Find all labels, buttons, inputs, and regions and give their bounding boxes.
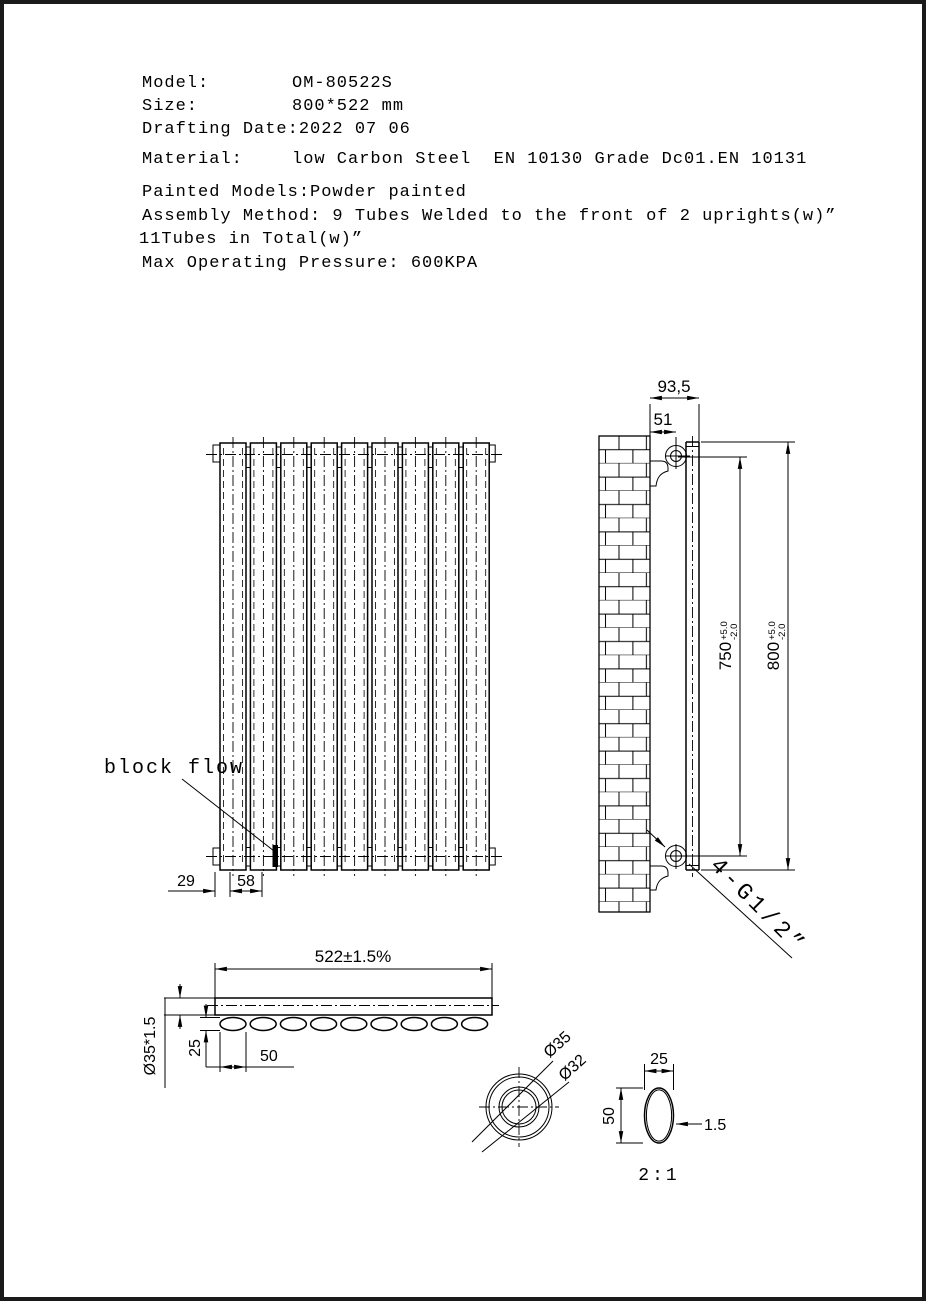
dim-outer-dia-label: Ø35 <box>540 1028 575 1062</box>
spec-label: 11Tubes in Total(w)” <box>139 230 364 249</box>
spec-label: Assembly Method: <box>142 207 322 226</box>
dim-tube-width-label: 50 <box>260 1048 278 1065</box>
tol-plus: +5.0 <box>767 621 778 640</box>
dim-overall-height-value: 800 <box>764 641 783 671</box>
detail-circle-view <box>472 1028 590 1152</box>
spec-label: Drafting Date: <box>142 120 299 139</box>
spec-value: low Carbon Steel EN 10130 Grade Dc01.EN 10131 <box>292 150 808 169</box>
dim-tube-depth-label: 25 <box>187 1039 204 1057</box>
spec-label: Max Operating Pressure: <box>142 254 400 273</box>
dim-depth-label: 93,5 <box>657 377 691 396</box>
dim-oval-wall-label: 1.5 <box>704 1117 727 1134</box>
spec-value: 800*522 mm <box>292 97 405 116</box>
dim-bracket-offset-label: 51 <box>653 410 673 429</box>
dim-tube-pitch: 58 <box>237 873 255 890</box>
tol-minus: -2.0 <box>729 623 740 640</box>
dim-mount-height-value: 750 <box>716 641 735 671</box>
spec-value: 2022 07 06 <box>298 120 411 139</box>
spec-label: Model: <box>142 74 210 93</box>
wall-bracket-top <box>650 444 690 486</box>
wall-bracket-bottom <box>647 830 690 890</box>
spec-value: 9 Tubes Welded to the front of 2 uprights(w)” <box>321 207 837 226</box>
detail-scale-label: 2:1 <box>638 1166 680 1186</box>
dim-connection-label: 4-G1/2” <box>704 852 812 960</box>
dim-connection <box>689 853 811 960</box>
spec-label: Material: <box>142 150 243 169</box>
spec-label: Painted Models: <box>142 183 311 202</box>
collector-tube <box>215 998 492 1015</box>
dim-oval-width-label: 25 <box>650 1051 668 1068</box>
bottom-view <box>142 947 499 1088</box>
spec-value: Powder painted <box>310 183 467 202</box>
dim-collector <box>142 984 216 1088</box>
dim-mount-height <box>678 457 747 856</box>
spec-value: OM-80522S <box>292 74 393 93</box>
detail-oval-view <box>601 1051 726 1186</box>
dim-width-label: 522±1.5% <box>314 947 392 966</box>
drawing-canvas <box>4 4 922 1297</box>
dim-width <box>215 947 492 998</box>
tol-plus: +5.0 <box>719 621 730 640</box>
block-flow-leader <box>182 779 274 851</box>
dim-inner-dia-label: Ø32 <box>555 1051 590 1085</box>
spec-value: 600KPA <box>399 254 479 273</box>
end-cap <box>489 445 495 462</box>
front-view <box>104 437 502 897</box>
dim-tube-width <box>206 1032 294 1072</box>
tol-minus: -2.0 <box>777 623 788 640</box>
dim-collector-label: Ø35*1.5 <box>142 1016 159 1076</box>
front-dims <box>168 872 262 897</box>
dim-left-offset: 29 <box>177 873 195 890</box>
spec-label: Size: <box>142 97 199 116</box>
block-flow-marker <box>273 845 279 867</box>
block-flow-label: block flow <box>104 757 245 780</box>
side-view <box>599 377 811 959</box>
dim-oval-height-label: 50 <box>601 1107 618 1125</box>
dim-bracket-offset <box>650 410 676 448</box>
end-cap <box>213 445 220 462</box>
wall <box>599 436 650 912</box>
